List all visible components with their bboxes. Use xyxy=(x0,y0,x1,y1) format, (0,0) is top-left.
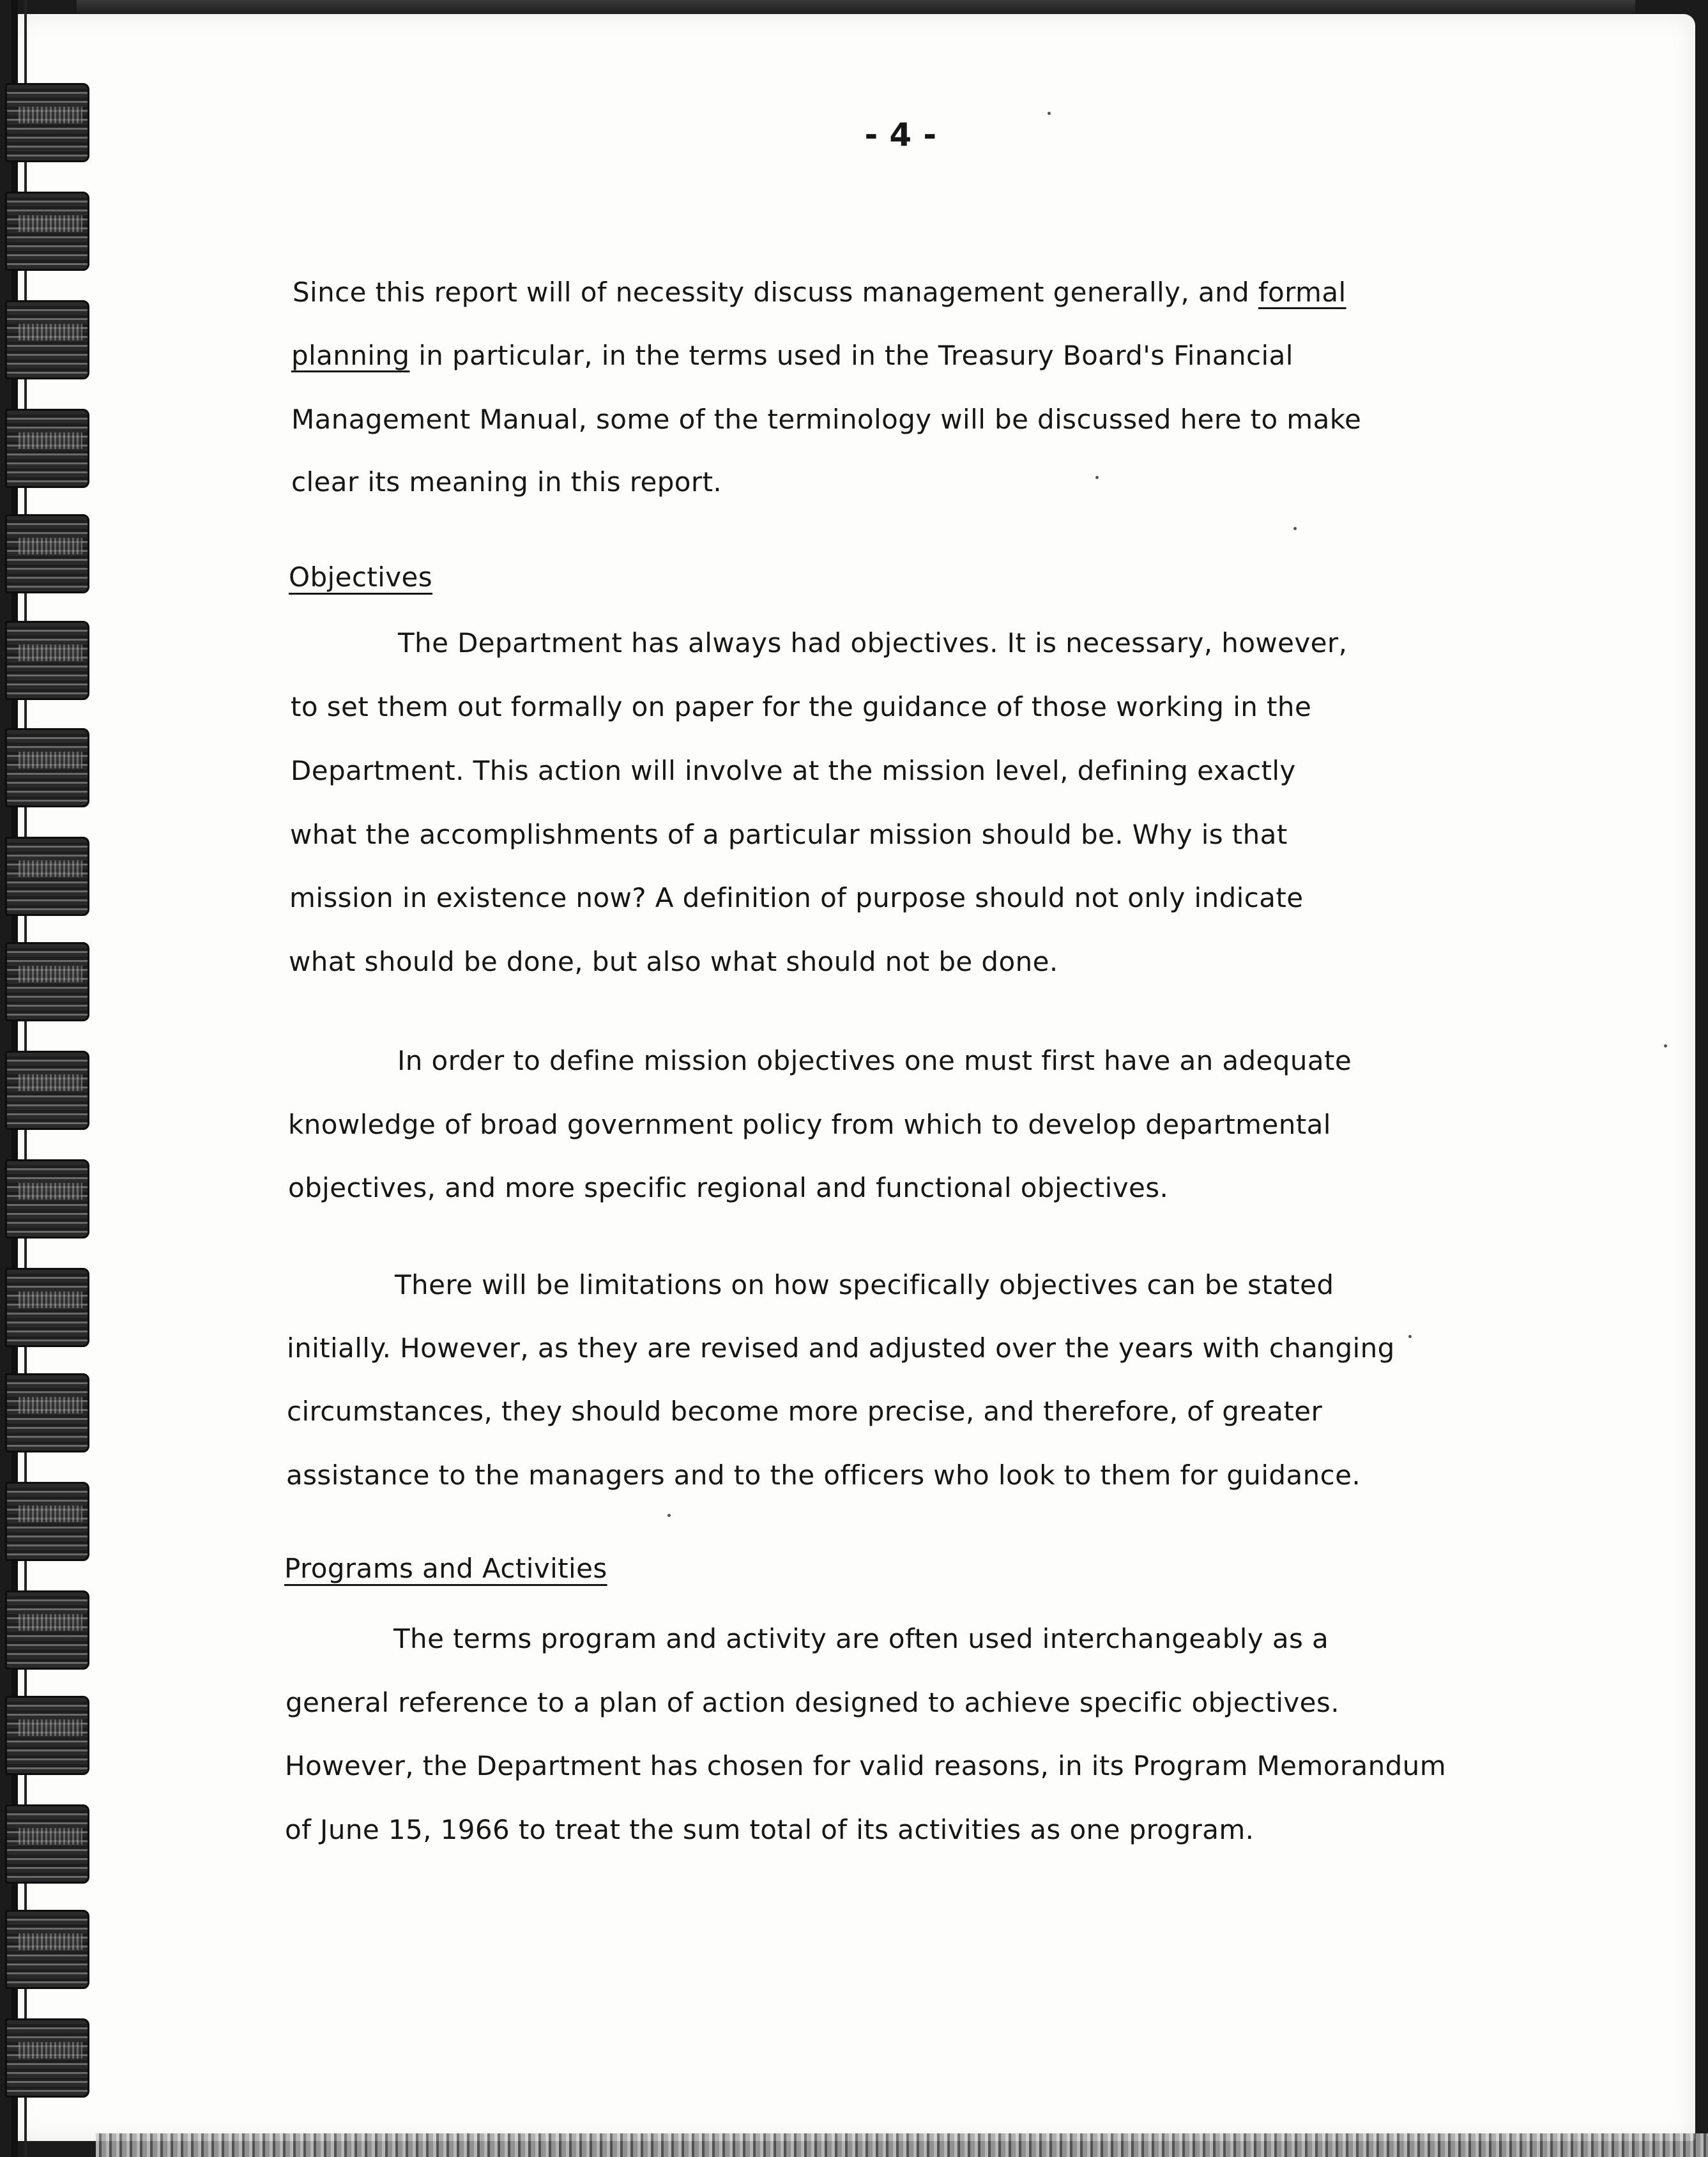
intro-text: Since this report will of necessity discuss management generally, and xyxy=(293,277,1258,308)
underlined-term: planning xyxy=(291,340,410,371)
intro-line: Management Manual, some of the terminology will be discussed here to make xyxy=(291,404,1362,435)
page-number: - 4 - xyxy=(864,116,937,153)
section-heading: Objectives xyxy=(289,561,433,593)
text-line: mission in existence now? A definition of purpose should not only indicate xyxy=(289,882,1304,913)
section-heading: Programs and Activities xyxy=(284,1553,607,1584)
text-line: of June 15, 1966 to treat the sum total of its activities as one program. xyxy=(285,1814,1254,1845)
intro-line: clear its meaning in this report. xyxy=(291,466,722,498)
underlined-term: formal xyxy=(1258,277,1346,308)
text-line: to set them out formally on paper for the guidance of those working in the xyxy=(291,691,1312,722)
text-line: circumstances, they should become more precise, and therefore, of greater xyxy=(287,1396,1323,1427)
text-line: what the accomplishments of a particular mission should be. Why is that xyxy=(290,819,1288,850)
text-line: In order to define mission objectives one must first have an adequate xyxy=(397,1045,1352,1076)
text-line: There will be limitations on how specifically objectives can be stated xyxy=(395,1269,1334,1300)
intro-text: in particular, in the terms used in the Treasury Board's Financial xyxy=(409,340,1293,371)
text-line: knowledge of broad government policy from which to develop departmental xyxy=(288,1109,1331,1140)
text-line: The terms program and activity are often used interchangeably as a xyxy=(393,1623,1329,1654)
intro-line xyxy=(293,273,1346,312)
text-line: initially. However, as they are revised and adjusted over the years with changing xyxy=(287,1332,1395,1364)
text-line: general reference to a plan of action designed to achieve specific objectives. xyxy=(286,1687,1339,1718)
text-line: The Department has always had objectives. It is necessary, however, xyxy=(398,627,1348,659)
text-line: what should be done, but also what should not be done. xyxy=(289,946,1058,977)
text-line: assistance to the managers and to the officers who look to them for guidance. xyxy=(286,1460,1361,1491)
text-line: However, the Department has chosen for valid reasons, in its Program Memorandum xyxy=(285,1750,1447,1781)
text-line: Department. This action will involve at the mission level, defining exactly xyxy=(291,755,1296,786)
intro-line xyxy=(291,337,1293,375)
text-line: objectives, and more specific regional and functional objectives. xyxy=(288,1172,1169,1203)
